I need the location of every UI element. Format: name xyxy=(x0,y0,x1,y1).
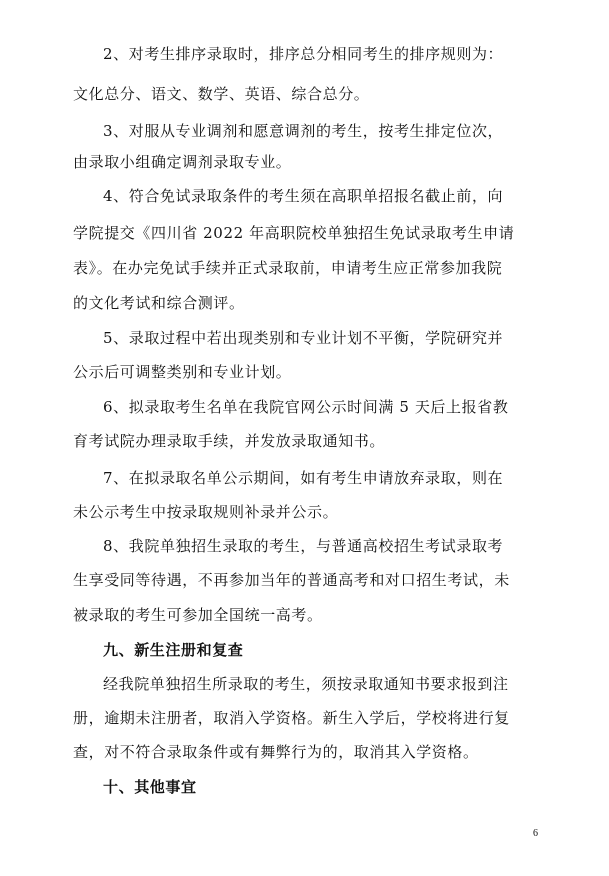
paragraph-line: 被录取的考生可参加全国统一高考。 xyxy=(73,606,323,624)
paragraph-line: 经我院单独招生所录取的考生，须按录取通知书要求报到注 xyxy=(103,675,509,693)
paragraph-line: 公示后可调整类别和专业计划。 xyxy=(73,363,292,381)
paragraph-line: 3、对服从专业调剂和愿意调剂的考生，按考生排定位次， xyxy=(103,122,504,140)
paragraph-line: 7、在拟录取名单公示期间，如有考生申请放弃录取，则在 xyxy=(103,469,504,487)
paragraph-line: 2、对考生排序录取时，排序总分相同考生的排序规则为： xyxy=(103,45,504,63)
paragraph-line: 学院提交《四川省 2022 年高职院校单独招生免试录取考生申请 xyxy=(73,224,515,242)
paragraph-line: 未公示考生中按录取规则补录并公示。 xyxy=(73,503,339,521)
section-heading: 十、其他事宜 xyxy=(103,778,197,796)
paragraph-line: 册，逾期未注册者，取消入学资格。新生入学后，学校将进行复 xyxy=(73,709,510,727)
page-number: 6 xyxy=(533,828,538,839)
paragraph-line: 的文化考试和综合测评。 xyxy=(73,294,245,312)
paragraph-line: 育考试院办理录取手续，并发放录取通知书。 xyxy=(73,432,386,450)
section-heading: 九、新生注册和复查 xyxy=(103,641,244,659)
paragraph-line: 5、录取过程中若出现类别和专业计划不平衡，学院研究并 xyxy=(103,329,504,347)
paragraph-line: 由录取小组确定调剂录取专业。 xyxy=(73,153,292,171)
paragraph-line: 表》。在办完免试手续并正式录取前，申请考生应正常参加我院 xyxy=(73,259,503,277)
paragraph-line: 查，对不符合录取条件或有舞弊行为的，取消其入学资格。 xyxy=(73,743,479,761)
paragraph-line: 生享受同等待遇，不再参加当年的普通高考和对口招生考试，未 xyxy=(73,571,510,589)
paragraph-line: 4、符合免试录取条件的考生须在高职单招报名截止前，向 xyxy=(103,187,504,205)
paragraph-line: 6、拟录取考生名单在我院官网公示时间满 5 天后上报省教 xyxy=(103,398,509,416)
paragraph-line: 文化总分、语文、数学、英语、综合总分。 xyxy=(73,85,370,103)
paragraph-line: 8、我院单独招生录取的考生，与普通高校招生考试录取考 xyxy=(103,537,504,555)
